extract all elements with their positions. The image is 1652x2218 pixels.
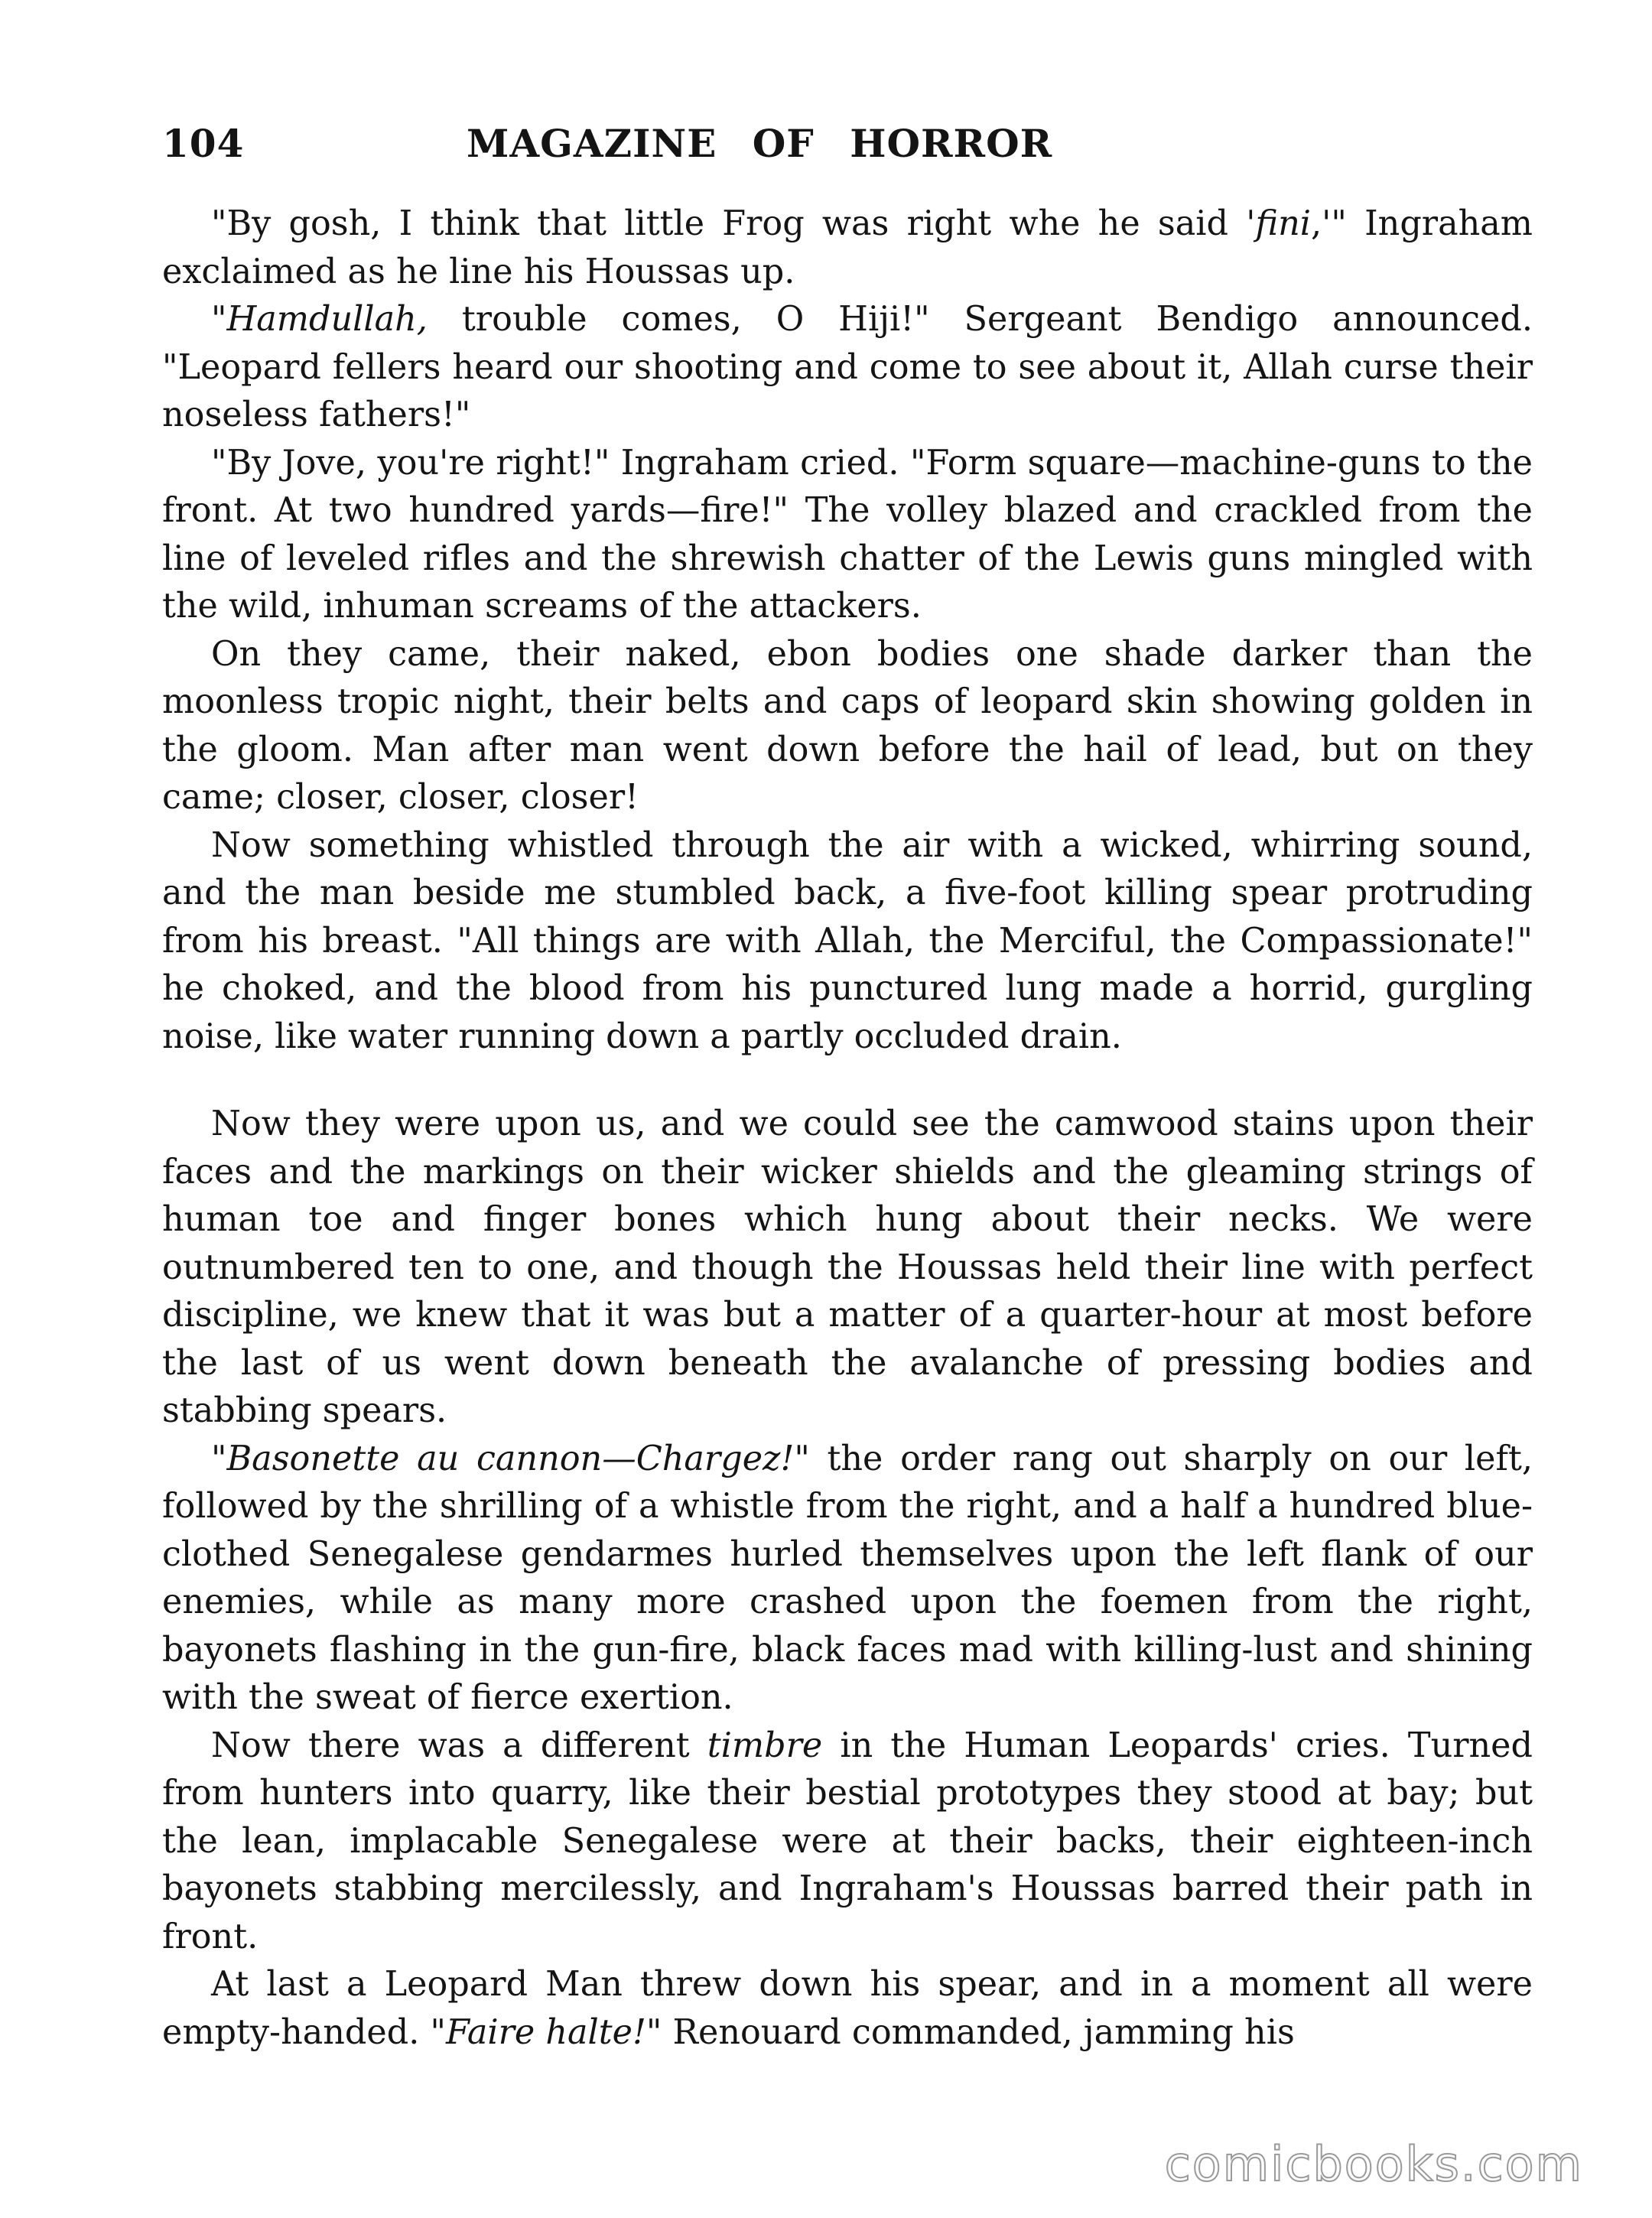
italic-text: "Hamdullah, — [211, 300, 428, 339]
text-run: On they came, their naked, ebon bodies one shade darker than the moonless tropic night, their belts and caps of leopard skin showing golden in the gloom. Man after man went down before the hail of lead, but on they came; closer, closer, closer! — [162, 634, 1533, 817]
italic-text: timbre — [707, 1725, 823, 1765]
running-title: MAGAZINE OF HORROR — [467, 121, 1053, 166]
story-text — [162, 200, 1533, 2057]
text-run: At last a Leopard Man threw down his spear, and in a moment all were empty-handed. — [162, 1965, 1533, 2052]
paragraph — [162, 1722, 1533, 1962]
paragraph — [162, 1436, 1533, 1722]
page-number: 104 — [162, 121, 245, 166]
text-run: "By gosh, I think that little Frog was right whe he said ' — [211, 204, 1256, 243]
text-run: in the Human Leopards' cries. Turned from hunters into quarry, like their bestial prototypes they stood at bay; but the lean, implacable Senegalese were at their backs, their eighteen-inch bayonets stabbing mercilessly, and Ingraham's Houssas barred their path in front. — [162, 1725, 1533, 1956]
paragraph — [162, 822, 1533, 1062]
paragraph — [162, 296, 1533, 440]
paragraph — [162, 1961, 1533, 2057]
text-run: Now they were upon us, and we could see the camwood stains upon their faces and the markings on their wicker shields and the gleaming strings of human toe and finger bones which hung about their necks. We were outnumbered ten to one, and though the Houssas held their line with perfect discipline, we knew that it was but a matter of a quarter-hour at most before the last of us went down beneath the avalanche of pressing bodies and stabbing spears. — [162, 1104, 1533, 1430]
italic-text: "Faire halte!" — [430, 2012, 662, 2052]
text-run: Now something whistled through the air with a wicked, whirring sound, and the man beside me stumbled back, a five-foot killing spear protruding from his breast. "All things are with Allah, the Merciful, the Compassionate!" he choked, and the blood from his punctured lung made a horrid, gurgling noise, like water running down a partly occluded drain. — [162, 825, 1533, 1056]
text-run: trouble comes, O Hiji!" Sergeant Bendigo announced. "Leopard fellers heard our shooting and come to see about it, Allah curse their noseless fathers!" — [162, 300, 1533, 434]
paragraph — [162, 631, 1533, 822]
text-run: ,'" Ingraham exclaimed as he line his Houssas up. — [162, 204, 1533, 291]
text-run: Renouard commanded, jamming his — [662, 2012, 1295, 2052]
paragraph — [162, 200, 1533, 296]
italic-text: "Basonette au cannon—Chargez!" — [211, 1439, 810, 1478]
text-run: the order rang out sharply on our left, followed by the shrilling of a whistle from the right, and a half a hundred blue-clothed Senegalese gendarmes hurled themselves upon the left flank of our enemies, while as many more crashed upon the foemen from the right, bayonets flashing in the gun-fire, black faces mad with killing-lust and shining with the sweat of fierce exertion. — [162, 1439, 1533, 1717]
paragraph — [162, 1101, 1533, 1436]
text-run: "By Jove, you're right!" Ingraham cried. "Form square—machine-guns to the front. At two hundred yards—fire!" The volley blazed and crackled from the line of leveled rifles and the shrewish chatter of the Lewis guns mingled with the wild, inhuman screams of the attackers. — [162, 443, 1533, 626]
page-header — [162, 121, 1539, 182]
watermark: comicbooks.com — [1164, 2136, 1583, 2192]
italic-text: fini — [1255, 204, 1312, 243]
text-run: Now there was a different — [211, 1725, 707, 1765]
paragraph — [162, 440, 1533, 631]
